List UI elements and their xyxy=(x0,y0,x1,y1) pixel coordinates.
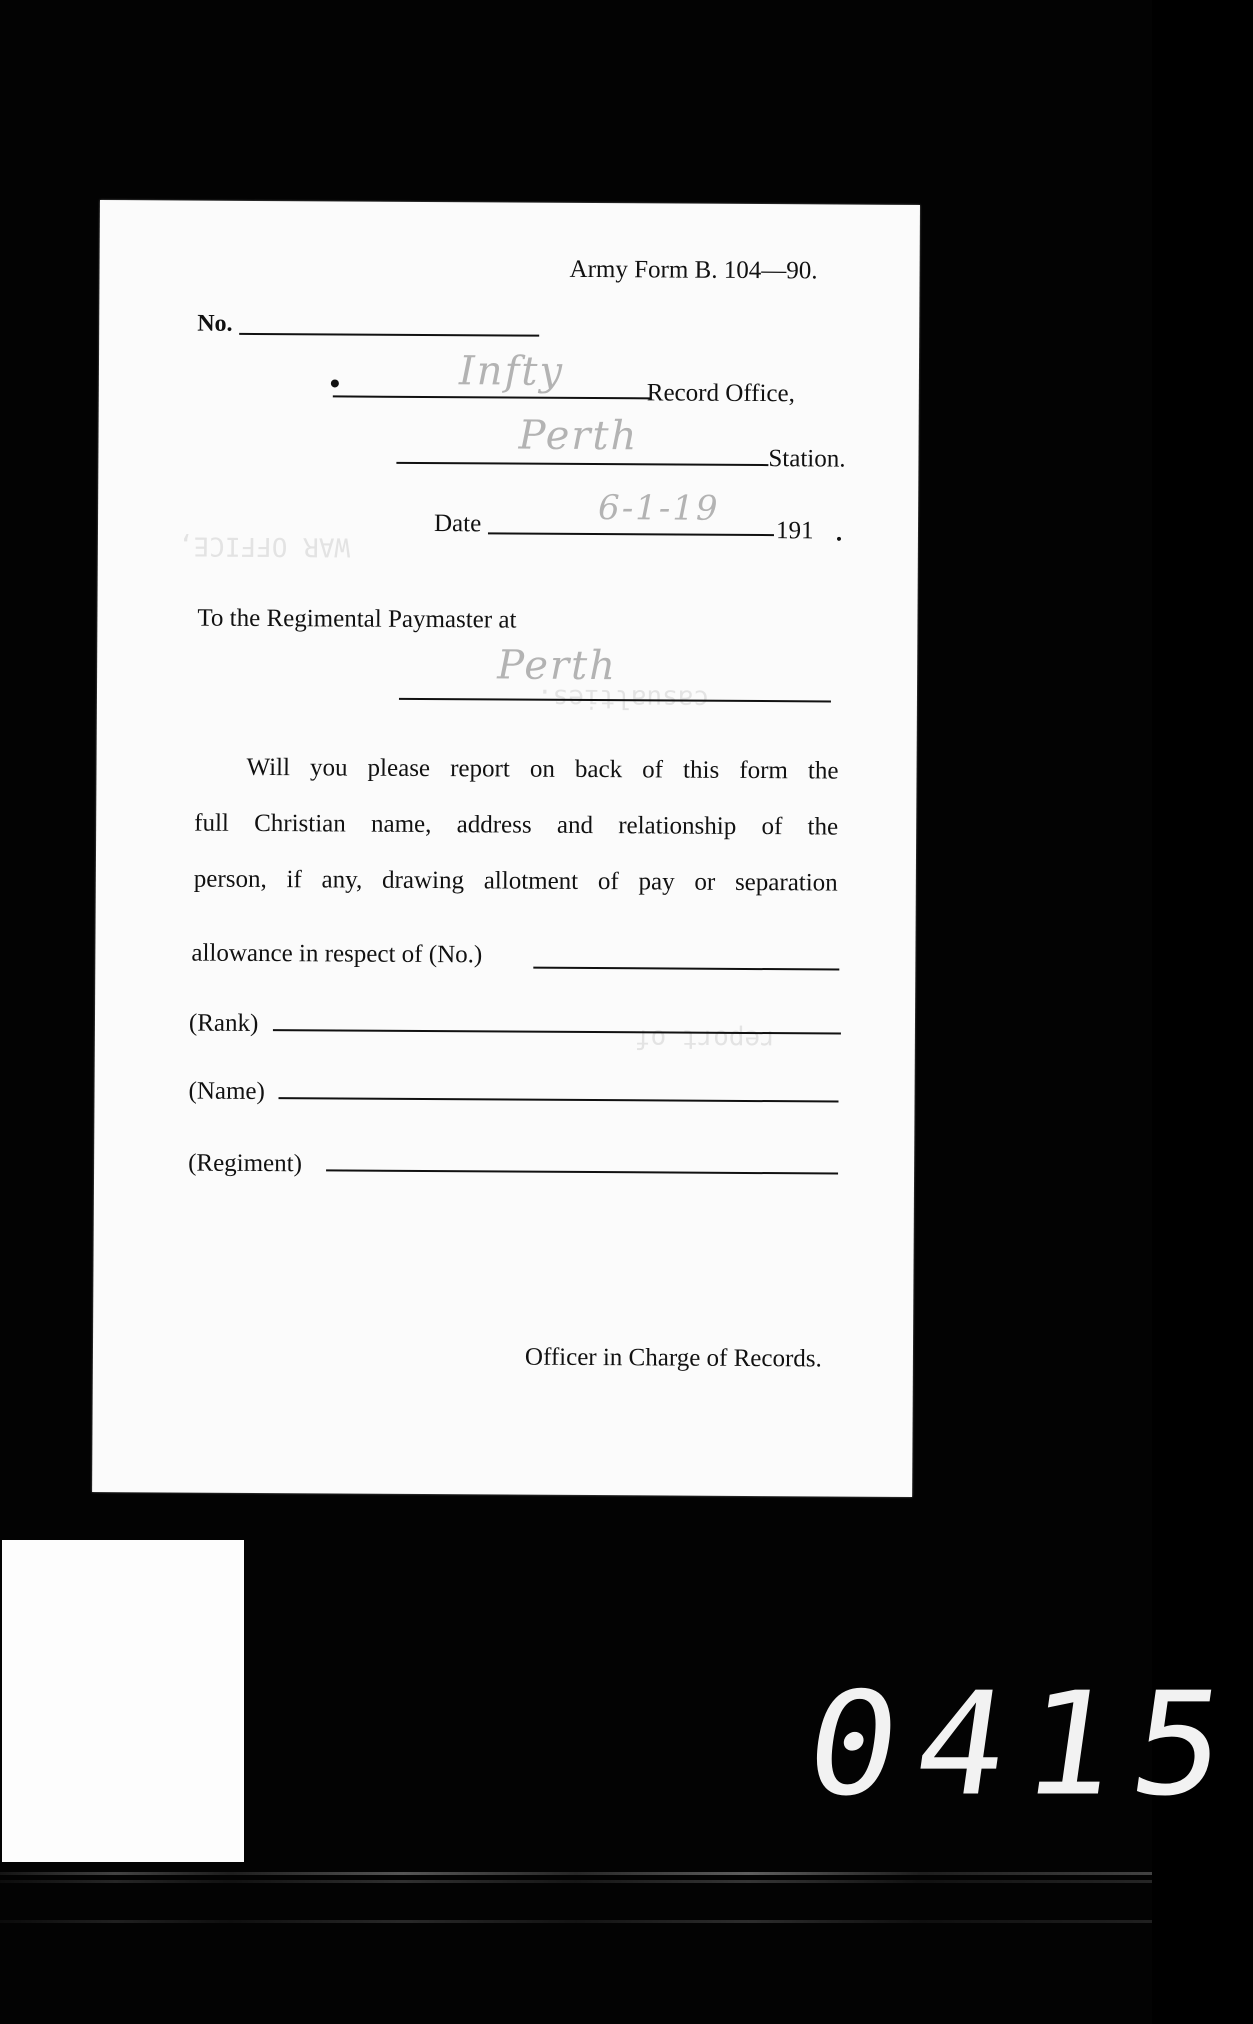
date-label: Date xyxy=(433,510,482,538)
film-edge-line xyxy=(0,1872,1152,1875)
word: allotment xyxy=(483,867,579,895)
word: please xyxy=(367,754,431,783)
word: relationship xyxy=(618,812,737,840)
name-label: (Name) xyxy=(188,1077,265,1106)
allowance-no-field-line[interactable] xyxy=(533,967,839,971)
film-edge-line xyxy=(0,1920,1152,1923)
station-field-line[interactable] xyxy=(396,462,768,466)
regiment-field-line[interactable] xyxy=(326,1169,838,1174)
word: report xyxy=(450,755,510,783)
word: of xyxy=(761,813,783,841)
signature-label: Officer in Charge of Records. xyxy=(524,1343,822,1373)
word: full xyxy=(194,809,229,837)
word: pay xyxy=(638,868,675,896)
word: on xyxy=(529,755,555,783)
handwritten-record-office: Infty xyxy=(458,348,565,395)
army-form xyxy=(92,200,920,1497)
body-line-1 xyxy=(246,753,838,787)
rank-label: (Rank) xyxy=(188,1009,259,1037)
word: address xyxy=(456,811,532,839)
handwritten-paymaster: Perth xyxy=(497,642,618,690)
paymaster-label: To the Regimental Paymaster at xyxy=(197,604,517,634)
no-field-line[interactable] xyxy=(239,333,539,337)
ink-dot xyxy=(331,379,339,387)
frame-number: 0415 xyxy=(796,1662,1253,1828)
bleed-through-text: WAR OFFICE, xyxy=(177,530,351,562)
regiment-label: (Regiment) xyxy=(188,1149,303,1178)
film-edge-line xyxy=(0,1880,1152,1883)
record-office-label: Record Office, xyxy=(646,379,796,408)
date-field-line[interactable] xyxy=(488,532,774,536)
date-year-end: . xyxy=(835,519,843,547)
no-label: No. xyxy=(197,310,233,337)
date-year: 191 xyxy=(775,517,814,545)
bleed-through-text: casualties. xyxy=(536,682,710,714)
body-line-2 xyxy=(194,809,838,843)
form-number: Army Form B. 104—90. xyxy=(569,255,818,285)
station-label: Station. xyxy=(768,445,846,473)
handwritten-station: Perth xyxy=(518,412,639,460)
word: Christian xyxy=(254,809,346,838)
word: or xyxy=(694,868,716,896)
word: the xyxy=(807,813,839,841)
word: of xyxy=(597,868,619,896)
word: of xyxy=(642,756,664,784)
word: you xyxy=(309,754,348,782)
body-line-3 xyxy=(194,865,838,899)
allowance-label: allowance in respect of (No.) xyxy=(191,939,483,969)
word: this xyxy=(683,756,720,784)
word: the xyxy=(807,757,839,785)
word: and xyxy=(556,811,594,840)
blank-card xyxy=(2,1540,244,1862)
handwritten-date: 6-1-19 xyxy=(598,488,720,529)
word: if xyxy=(286,866,302,894)
bleed-through-text: report of xyxy=(634,1023,776,1055)
word: separation xyxy=(734,868,838,897)
word: name, xyxy=(370,810,432,839)
word: form xyxy=(739,756,788,785)
word: person, xyxy=(193,865,267,894)
word: any, xyxy=(321,866,363,894)
name-field-line[interactable] xyxy=(279,1097,839,1102)
word: drawing xyxy=(381,866,465,895)
word: back xyxy=(574,755,623,784)
word: Will xyxy=(246,753,291,782)
record-office-field-line[interactable] xyxy=(333,395,651,399)
